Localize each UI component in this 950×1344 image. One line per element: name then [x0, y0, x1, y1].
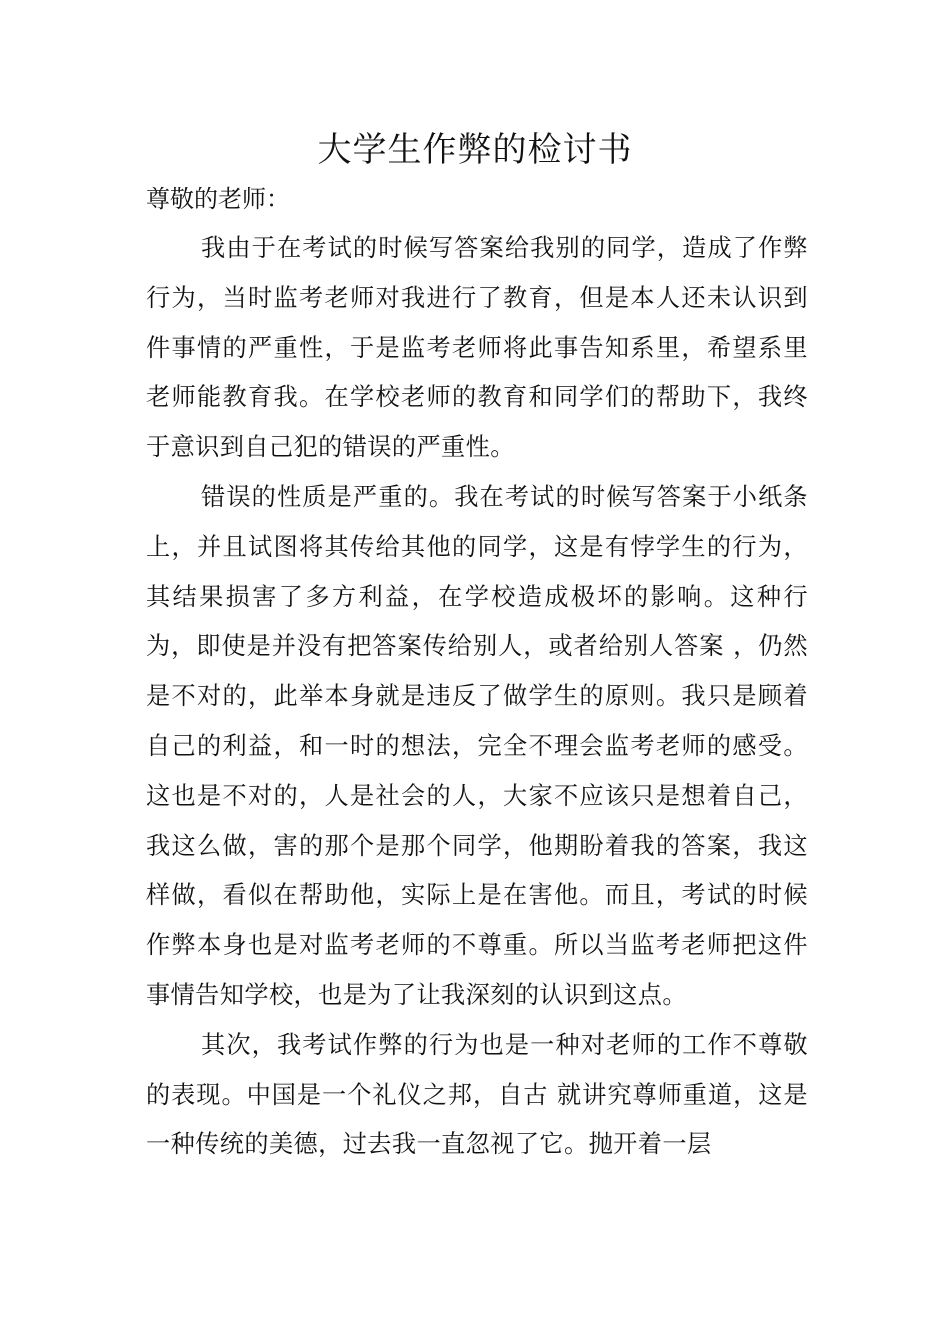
document-title: 大学生作弊的检讨书	[317, 130, 633, 170]
paragraph-2: 错误的性质是严重的。我在考试的时候写答案于小纸条上，并且试图将其传给其他的同学，这是有悖学生的行为，其结果损害了多方利益，在学校造成极坏的影响。这种行为，即使是并没有把答案传给别人，或者给别人答案 ，仍然是不对的，此举本身就是违反了做学生的原则。我只是顾着自己的利益，和一时的想法，完全不理会监考老师的感受。这也是不对的，人是社会的人，大家不应该只是想着自己，我这么做，害的那个是那个同学，他期盼着我的答案，我这样做，看似在帮助他，实际上是在害他。而且，考试的时候作弊本身也是对监考老师的不尊重。所以当监考老师把这件事情告知学校，也是为了让我深刻的认识到这点。	[146, 482, 808, 1009]
document-body	[146, 224, 808, 1170]
salutation: 尊敬的老师：	[146, 185, 290, 213]
paragraph-3: 其次，我考试作弊的行为也是一种对老师的工作不尊敬的表现。中国是一个礼仪之邦，自古 就讲究尊师重道，这是一种传统的美德，过去我一直忽视了它。抛开着一层	[146, 1030, 808, 1159]
paragraph-1: 我由于在考试的时候写答案给我别的同学，造成了作弊行为，当时监考老师对我进行了教育，但是本人还未认识到件事情的严重性，于是监考老师将此事告知系里，希望系里老师能教育我。在学校老师的教育和同学们的帮助下，我终于意识到自己犯的错误的严重性。	[146, 234, 808, 462]
